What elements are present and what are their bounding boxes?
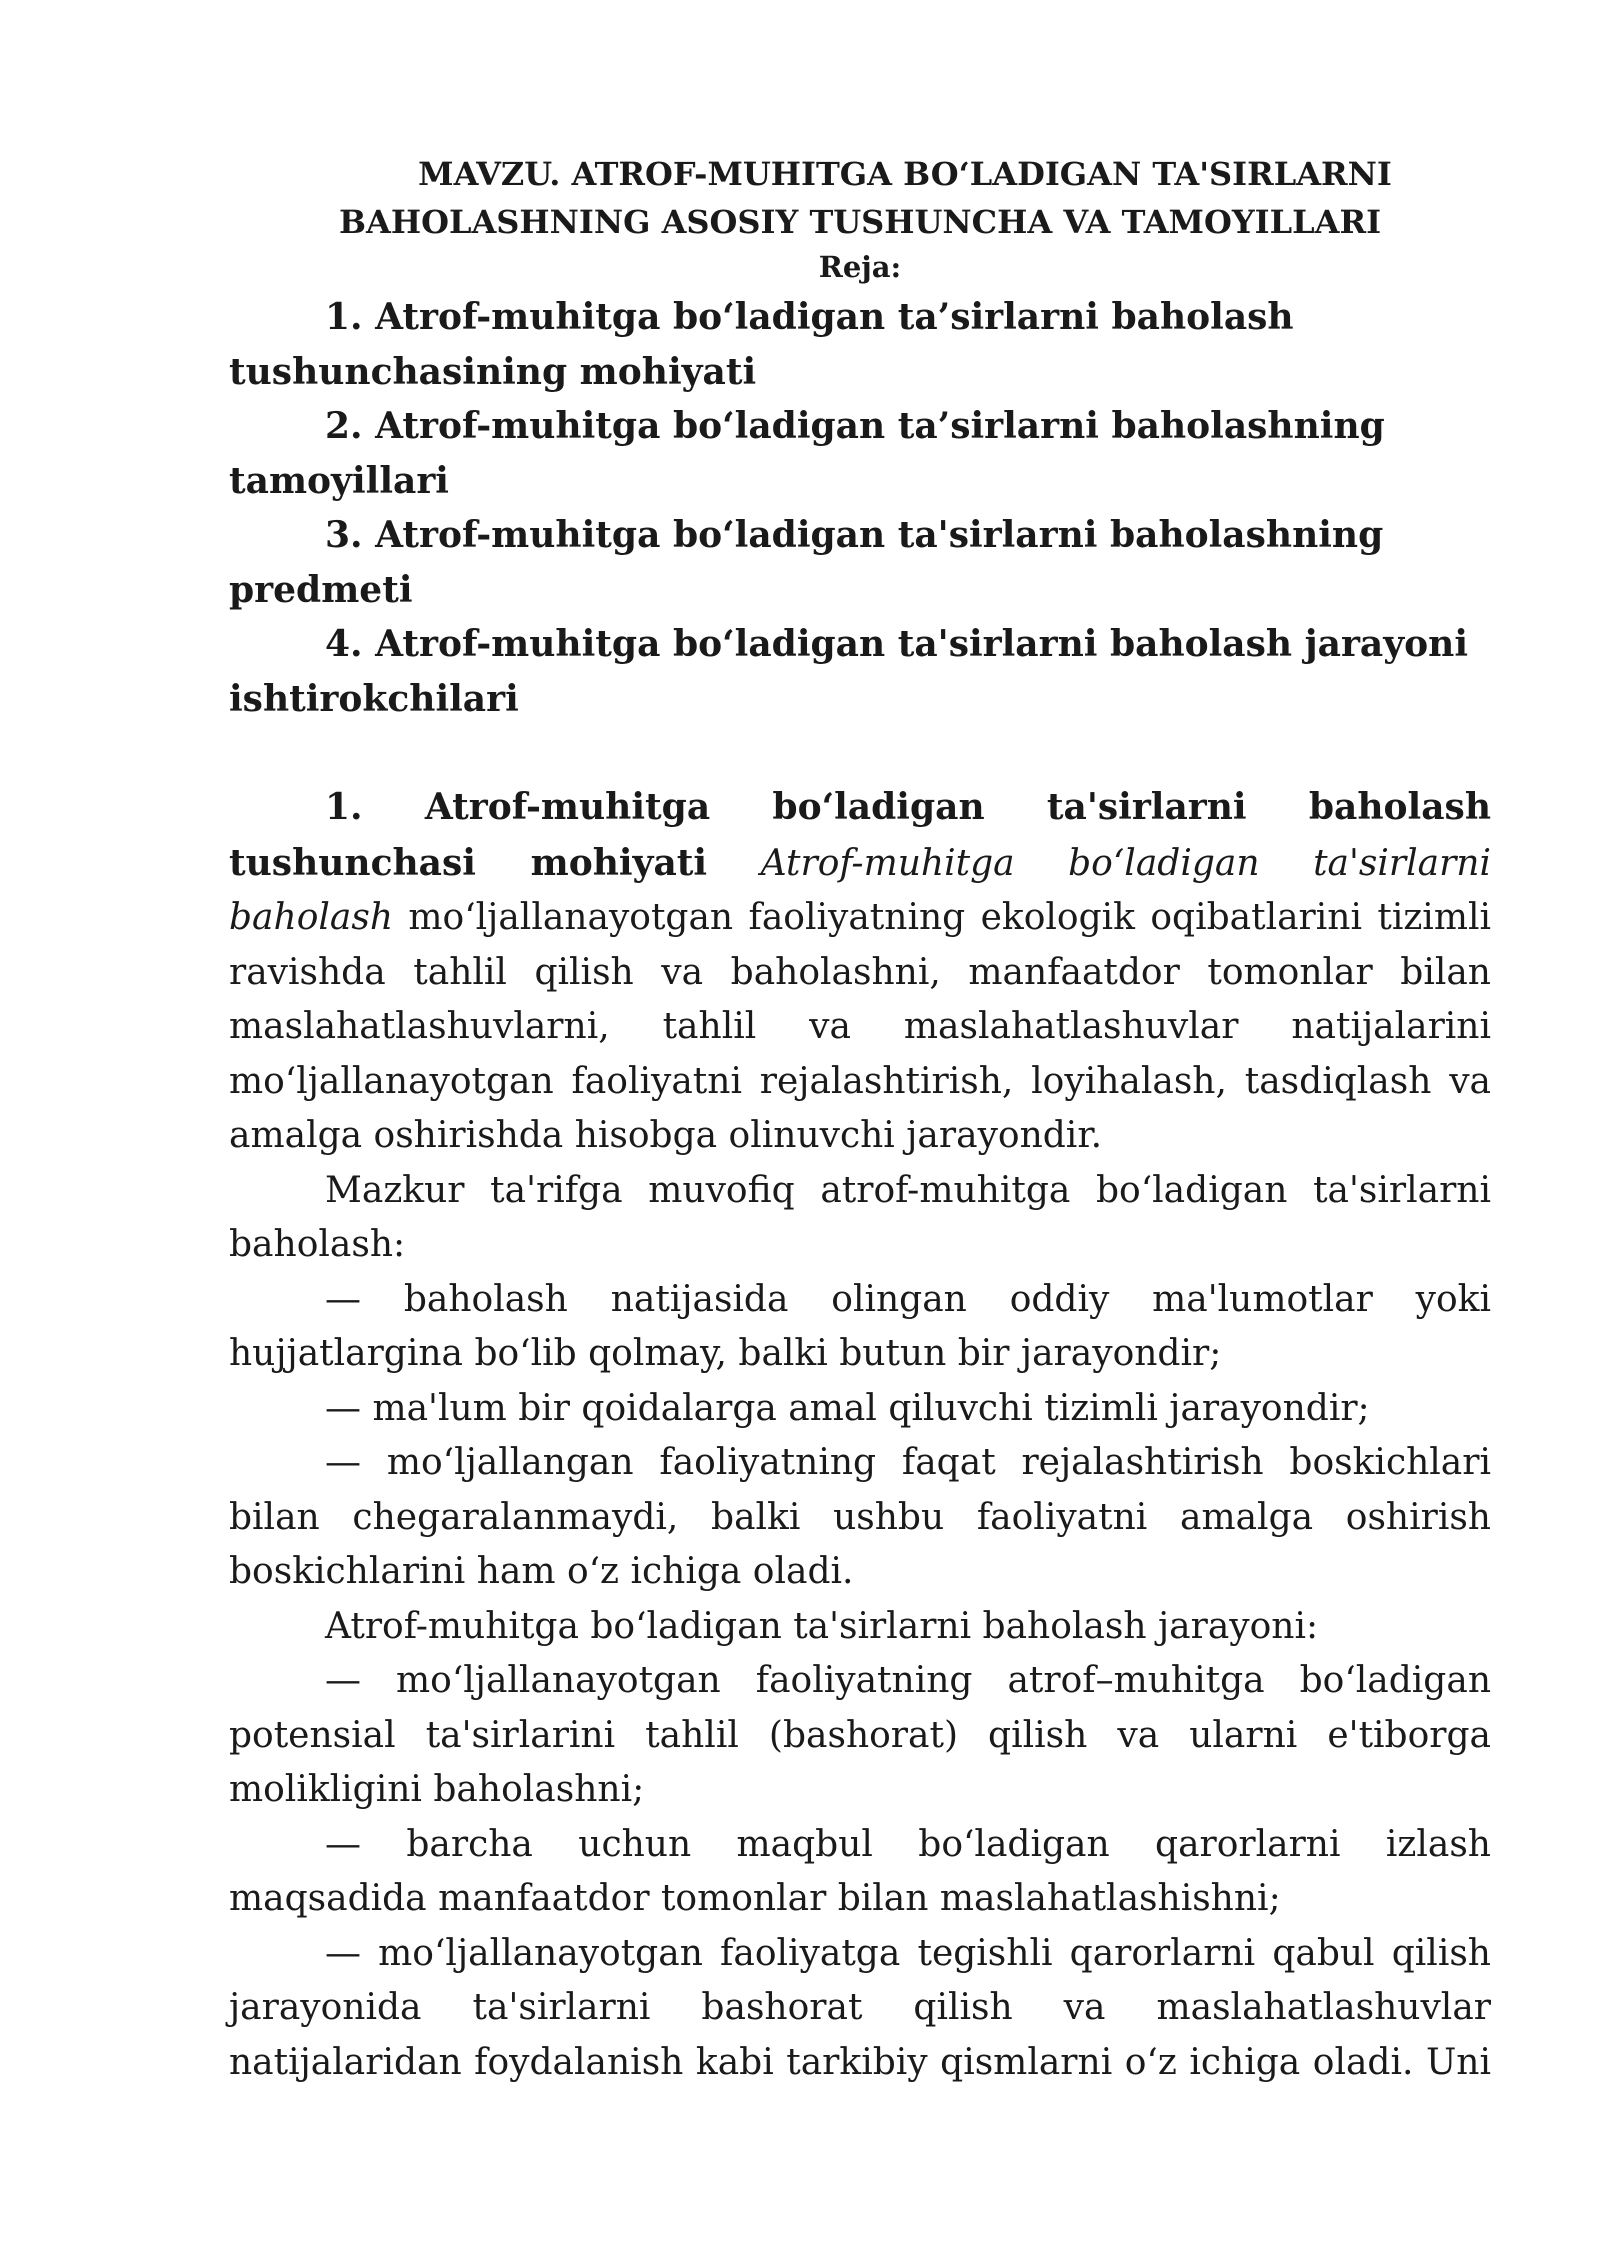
plan-item: 4. Atrof-muhitga boʻladigan ta'sirlarni baholash jarayoni ishtirokchilari (229, 623, 1469, 720)
title-line-1: MAVZU. ATROF-MUHITGA BOʻLADIGAN TA'SIRLARNI (418, 155, 1392, 193)
list-item: — baholash natijasida olingan oddiy ma'lumotlar yoki hujjatlargina boʻlib qolmay, balki butun bir jarayondir; (229, 1278, 1491, 1374)
document-page (229, 150, 1491, 2090)
list-item: — barcha uchun maqbul boʻladigan qarorlarni izlash maqsadida manfaatdor tomonlar bilan maslahatlashishni; (229, 1823, 1491, 1919)
plan-item: 1. Atrof-muhitga boʻladigan ta’sirlarni baholash tushunchasining mohiyati (229, 296, 1294, 393)
body-paragraph: Atrof-muhitga boʻladigan ta'sirlarni baholash jarayoni: (325, 1605, 1319, 1647)
defined-term: Atrof-muhitga boʻladigan ta'sirlarni baholash (229, 842, 1491, 938)
plan-heading: Reja: (818, 250, 902, 284)
list-item: — ma'lum bir qoidalarga amal qiluvchi tizimli jarayondir; (325, 1387, 1370, 1429)
plan-item: 3. Atrof-muhitga boʻladigan ta'sirlarni baholashning predmeti (229, 514, 1384, 611)
list-item: — moʻljallanayotgan faoliyatning atrof–muhitga boʻladigan potensial ta'sirlarini tahlil (bashorat) qilish va ularni e'tiborga molikligini baholashni; (229, 1660, 1491, 1810)
section-heading: 1. Atrof-muhitga boʻladigan ta'sirlarni baholash tushunchasi mohiyati (229, 786, 1491, 884)
list-item: — moʻljallanayotgan faoliyatga tegishli qarorlarni qabul qilish jarayonida ta'sirlarni bashorat qilish va maslahatlashuvlar natijalaridan foydalanish kabi tarkibiy qismlarni oʻz ichiga oladi. Uni (229, 1932, 1491, 2083)
document-title (229, 150, 1491, 246)
spacer (229, 726, 1491, 780)
body-paragraph: Mazkur ta'rifga muvofiq atrof-muhitga boʻladigan ta'sirlarni baholash: (229, 1169, 1491, 1265)
list-item: — moʻljallangan faoliyatning faqat rejalashtirish boskichlari bilan chegaralanmaydi, balki ushbu faoliyatni amalga oshirish boskichlarini ham oʻz ichiga oladi. (229, 1442, 1491, 1592)
plan-item: 2. Atrof-muhitga boʻladigan ta’sirlarni baholashning tamoyillari (229, 405, 1385, 502)
title-line-2: BAHOLASHNING ASOSIY TUSHUNCHA VA TAMOYILLARI (338, 203, 1382, 241)
definition-text: moʻljallanayotgan faoliyatning ekologik oqibatlarini tizimli ravishda tahlil qilish va baholashni, manfaatdor tomonlar bilan maslahatlashuvlarni, tahlil va maslahatlashuvlar natijalarini moʻljallanayotgan faoliyatni rejalashtirish, loyihalash, tasdiqlash va amalga oshirishda hisobga olinuvchi jarayondir. (229, 897, 1491, 1156)
section-paragraph (229, 780, 1491, 1164)
